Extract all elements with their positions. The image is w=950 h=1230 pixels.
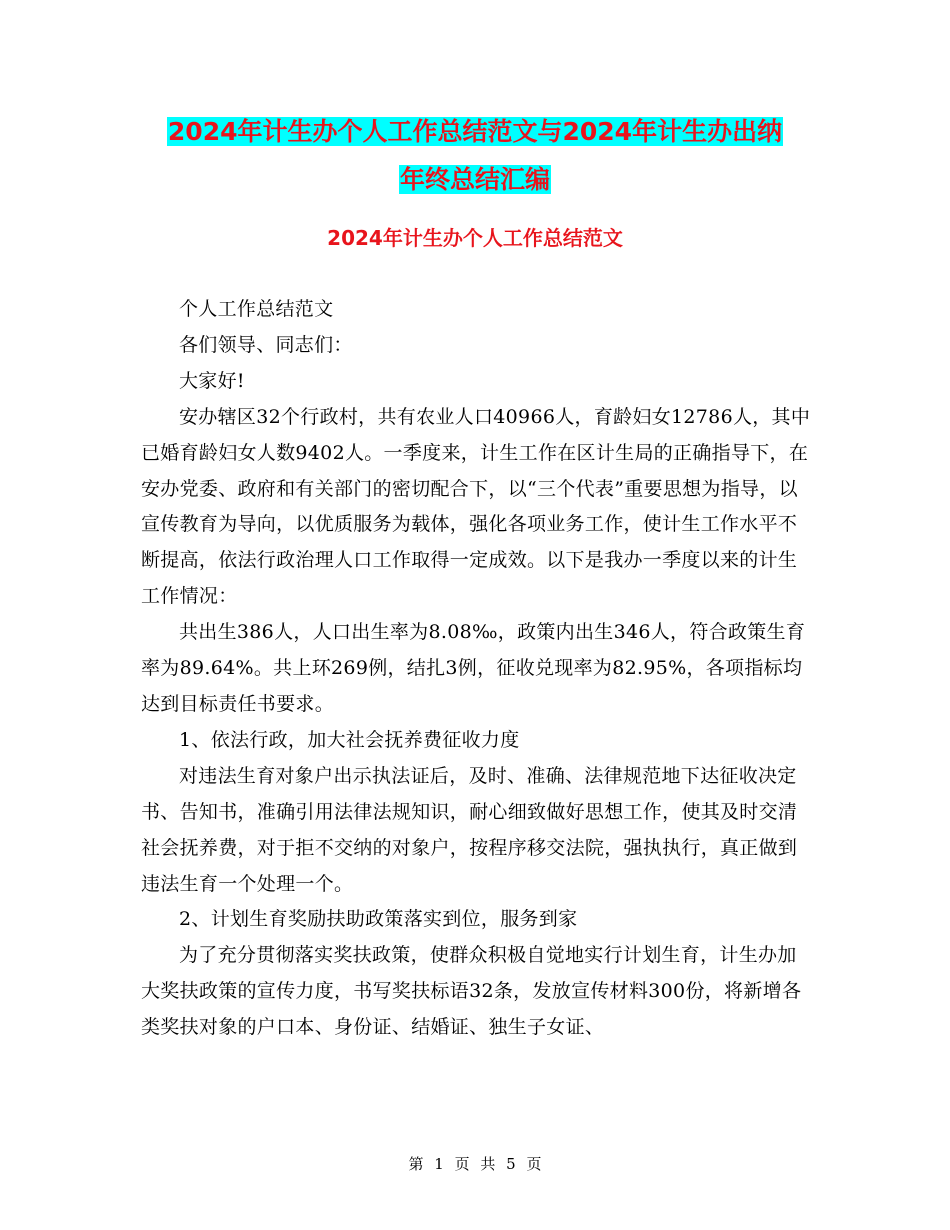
- document-title-line-1: 2024年计生办个人工作总结范文与2024年计生办出纳: [167, 117, 783, 146]
- heading-item-1: 1、依法行政，加大社会抚养费征收力度: [179, 728, 520, 751]
- document-title: [0, 108, 950, 204]
- paragraph: 为了充分贯彻落实奖扶政策，使群众积极自觉地实行计划生育，计生办加大奖扶政策的宣传力度，书写奖扶标语32条，发放宣传材料300份，将新增各类奖扶对象的户口本、身份证、结婚证、独生子女证、: [141, 944, 802, 1039]
- page-number-footer: 第 1 页 共 5 页: [408, 1155, 542, 1173]
- paragraph: 安办辖区32个行政村，共有农业人口40966人，育龄妇女12786人，其中已婚育龄妇女人数9402人。一季度来，计生工作在区计生局的正确指导下，在安办党委、政府和有关部门的密切配合下，以“三个代表”重要思想为指导，以宣传教育为导向，以优质服务为载体，强化各项业务工作，使计生工作水平不断提高，依法行政治理人口工作取得一定成效。以下是我办一季度以来的计生工作情况：: [141, 405, 811, 608]
- paragraph: 个人工作总结范文: [179, 298, 334, 320]
- paragraph: 共出生386人，人口出生率为8.08‰，政策内出生346人，符合政策生育率为89.64%。共上环269例，结扎3例，征收兑现率为82.95%，各项指标均达到目标责任书要求。: [141, 621, 806, 715]
- document-body: [141, 292, 811, 1046]
- paragraph: 大家好!: [179, 369, 245, 392]
- heading-item-2: 2、计划生育奖励扶助政策落实到位，服务到家: [179, 908, 578, 931]
- section-title: 2024年计生办个人工作总结范文: [327, 226, 623, 250]
- document-title-line-2: 年终总结汇编: [399, 165, 550, 194]
- paragraph: 对违法生育对象户出示执法证后，及时、准确、法律规范地下达征收决定书、告知书，准确引用法律法规知识，耐心细致做好思想工作，使其及时交清社会抚养费，对于拒不交纳的对象户，按程序移交法院，强执执行，真正做到违法生育一个处理一个。: [141, 764, 798, 895]
- paragraph: 各们领导、同志们：: [179, 333, 353, 356]
